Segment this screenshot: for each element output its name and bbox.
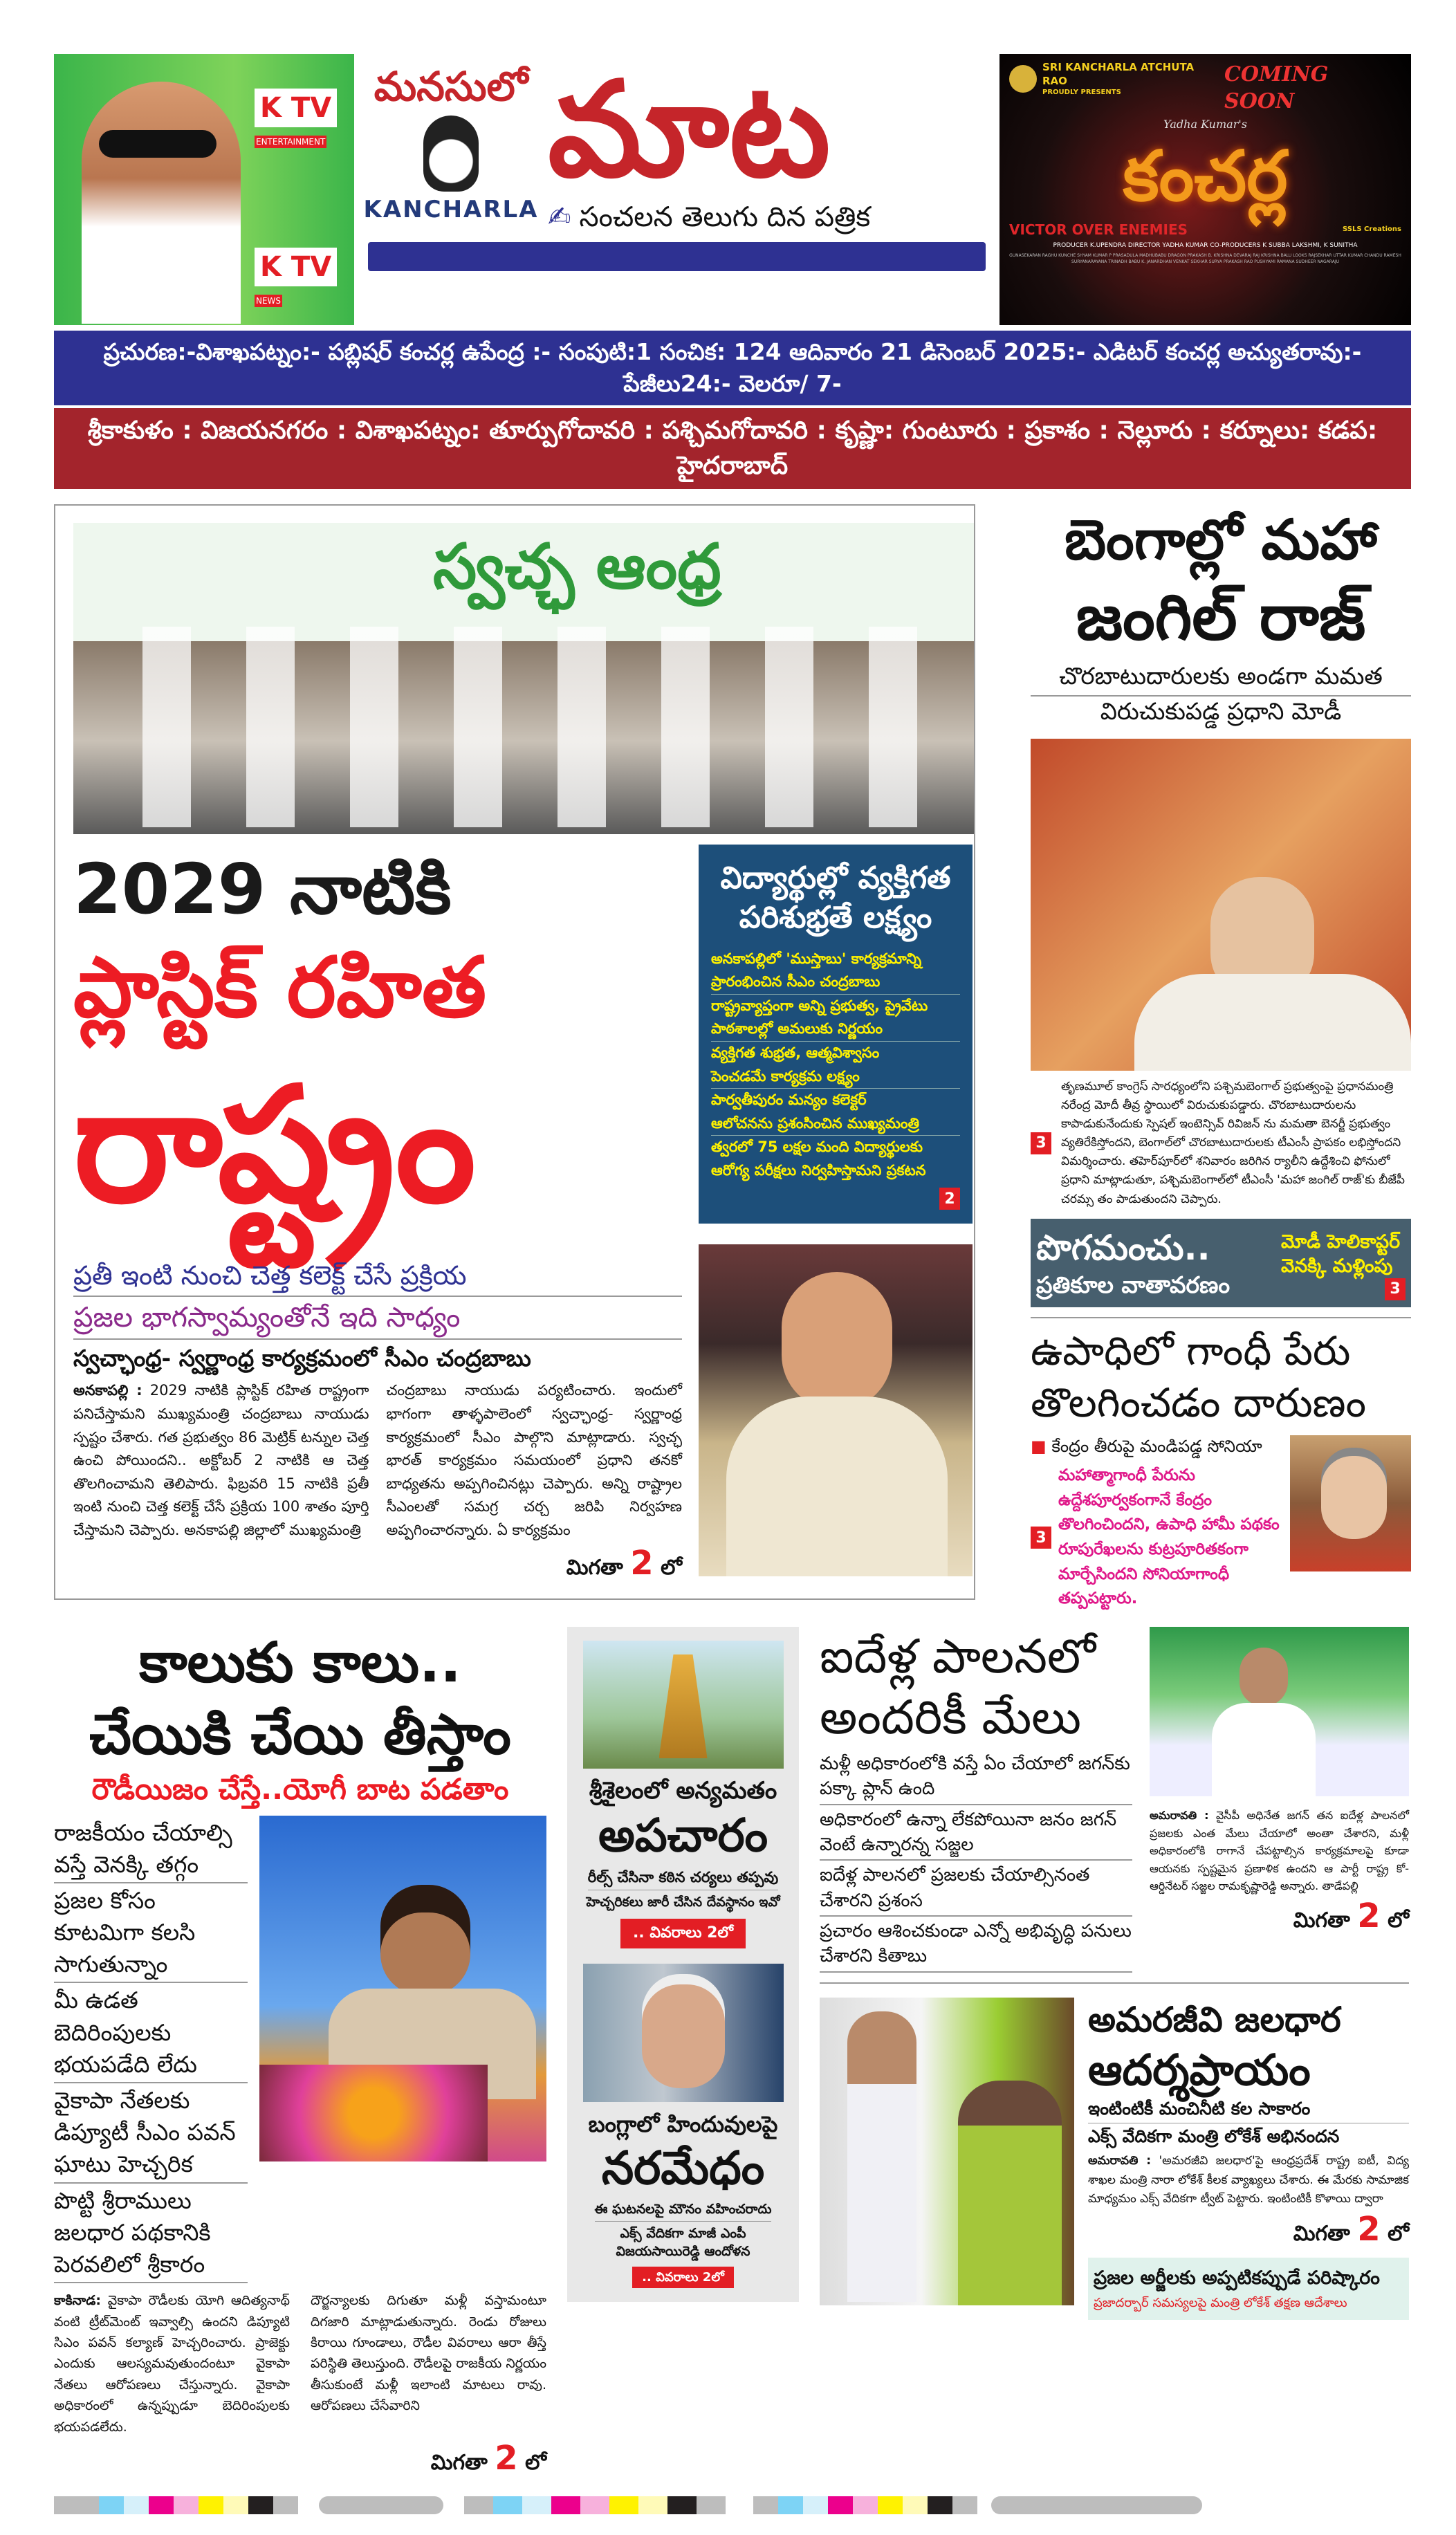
logo-blue-bar (368, 242, 986, 271)
divider (820, 1982, 1409, 1984)
color-swatch (903, 2496, 928, 2514)
pawan-story (54, 1627, 546, 2480)
color-swatch (223, 2496, 248, 2514)
ktv-logo: K TV (255, 89, 337, 127)
logo-tagline: సంచలన తెలుగు దిన పత్రిక (579, 201, 871, 233)
lead-story-frame (54, 504, 975, 1599)
poster-presenter: SRI KANCHARLA ATCHUTA RAO (1042, 61, 1195, 87)
color-swatch (273, 2496, 298, 2514)
lead-head-1: 2029 నాటికి (73, 849, 452, 930)
praja-darbar-box (1088, 2258, 1409, 2320)
pawan-points (54, 1816, 248, 2284)
lead-sub-2: ప్రజల భాగస్వామ్యంతోనే ఇది సాధ్యం (73, 1297, 682, 1340)
movie-poster-ad (999, 54, 1411, 325)
registration-pill (319, 2496, 443, 2514)
continued-link[interactable]: మిగతా 2 లో (430, 2438, 546, 2478)
pawan-point: రాజకీయం చేయాల్సి వస్తే వెనక్కి తగ్గం (54, 1816, 248, 1883)
bengal-sub-1: చొరబాటుదారులకు అండగా మమత (1031, 659, 1411, 697)
pawan-body-col-1: కాకినాడ: వైకాపా రౌడీలకు యోగి ఆదిత్యనాథ్ వంటి ట్రీట్‌మెంట్ ఇవ్వాల్సి ఉందని డిప్యూటి సిఎం పవన్ కల్యాణ్ హెచ్చరించారు. ప్రాజెక్టు ఎందుకు ఆలస్యమవుతుందంటూ వైకాపా నేతలు ఆరోపణలు చేస్తున్నారు. వైకాపా అధికారంలో ఉన్నప్పుడూ బెదిరింపులకు భయపడలేదు. (54, 2293, 290, 2435)
poster-coming-soon: COMING SOON (1224, 62, 1329, 113)
color-swatch (54, 2496, 99, 2514)
continued-link[interactable]: మిగతా 2 లో (1293, 2210, 1409, 2249)
jagan-sub: అధికారంలో ఉన్నా లేకపోయినా జనం జగన్ వెంటే ఉన్నారన్న సజ్జల (820, 1805, 1132, 1861)
jagan-subs (820, 1749, 1132, 1973)
sonia-photo (1290, 1435, 1411, 1571)
sidebox-title-1: విద్యార్థుల్లో వ్యక్తిగత (720, 860, 951, 896)
sidebox-line: వ్యక్తిగత శుభ్రత, ఆత్మవిశ్వాసం (711, 1044, 880, 1061)
jagan-sub: ఐదేళ్ల పాలనలో ప్రజలకు చేయాల్సినంత చేశారని ప్రశంస (820, 1861, 1132, 1917)
lead-sub-1: ప్రతీ ఇంటి నుంచి చెత్త కలెక్ట్ చేసే ప్రక్రియ (73, 1256, 682, 1297)
pawan-point: వైకాపా నేతలకు డిప్యూటీ సీఎం పవన్ ఘాటు హెచ్చరిక (54, 2083, 248, 2184)
lead-sub-3: స్వచ్ఛాంధ్ర- స్వర్ణాంధ్ర కార్యక్రమంలో సీఎం చంద్రబాబు (73, 1345, 531, 1372)
modi-photo (1031, 739, 1411, 1071)
middle-section (54, 504, 1411, 1612)
lead-body-col-2: చంద్రబాబు నాయుడు పర్యటించారు. ఇందులో భాగంగా తాళ్ళపాలెంలో స్వచ్ఛాంధ్ర- స్వర్ణాంధ్ర కార్యక్రమంలో సీఎం పాల్గొని మాట్లాడారు. స్వచ్ఛ భారత్ కార్యక్రమం సమయంలో ప్రధాని తనకో బాధ్యతను అప్పగించినట్లు చెప్పారు. అన్ని రాష్ట్రాల సీఎంలతో సమగ్ర చర్చ జరిపి నిర్వహణ అప్పగించారన్నారు. ఏ కార్యక్రమం (386, 1382, 682, 1538)
praja-darbar-title: ప్రజల అర్జీలకు అప్పటికప్పుడే పరిష్కారం (1094, 2267, 1380, 2289)
dateline: అనకాపల్లి : (73, 1382, 142, 1399)
color-swatch (828, 2496, 853, 2514)
fog-side-2: వెనక్కి మళ్లింపు (1281, 1255, 1393, 1277)
ktv-sub-2: NEWS (256, 296, 282, 306)
color-swatch (853, 2496, 878, 2514)
pawan-head-2: చేయికి చేయి తీస్తాం (89, 1702, 511, 1767)
page-badge: 3 (1031, 1527, 1051, 1549)
logo-title: మాట (548, 53, 831, 206)
color-swatch (667, 2496, 697, 2514)
color-swatch (609, 2496, 638, 2514)
lokesh-head-2: ఆదర్శప్రాయం (1088, 2044, 1311, 2095)
srisailam-sub-2: హెచ్చరికలు జారీ చేసిన దేవస్థానం ఇవో (586, 1895, 780, 1910)
sidebox-line: రాష్ట్రవ్యాప్తంగా అన్ని ప్రభుత్వ, ప్రైవేటు (711, 997, 928, 1014)
praja-darbar-sub: ప్రజాదర్బార్ సమస్యలపై మంత్రి లోకేశ్ తక్షణ ఆదేశాలు (1094, 2296, 1347, 2311)
color-swatch (149, 2496, 174, 2514)
middle-column-bg (567, 1627, 799, 2302)
srisailam-temple-photo (583, 1641, 784, 1769)
srisailam-head-2: అపచారం (598, 1809, 768, 1863)
color-swatch (803, 2496, 828, 2514)
sidebox-line: త్వరలో 75 లక్షల మంది విద్యార్థులకు (711, 1139, 923, 1156)
jagan-head-2: అందరికీ మేలు (820, 1690, 1082, 1746)
lokesh-sub-2: ఎక్స్ వేదికగా మంత్రి లోకేశ్ అభినందన (1088, 2126, 1340, 2146)
pawan-photo (259, 1816, 546, 2161)
pawan-sub: రౌడీయిజం చేస్తే..యోగీ బాట పడతాం (91, 1771, 509, 1806)
lead-head-3: రాష్ట్రం (73, 1053, 477, 1239)
color-swatch (464, 2496, 493, 2514)
bangla-sub-2: ఎక్స్ వేదికగా మాజీ ఎంపీ (620, 2225, 746, 2241)
color-swatch (778, 2496, 803, 2514)
bengal-head-1: బెంగాల్లో మహా (1065, 508, 1377, 573)
fog-head-2: ప్రతికూల వాతావరణం (1036, 1271, 1231, 1298)
gandhi-head-2: తొలగించడం దారుణం (1031, 1379, 1366, 1427)
lead-sidebox (699, 845, 973, 1224)
pawan-body-col-2: దౌర్జన్యాలకు దిగుతూ మళ్లీ వస్తామంటూ దిగజారి మాట్లాడుతున్నారు. రెండు రోజులు కిరాయి గూండాలు, రౌడీల వివరాలు ఆరా తీస్తే పరిస్థితి తెలుస్తుంది. రౌడీలపై రాజకీయ నిర్ణయం తీసుకుంటే మళ్లీ ఇలాంటి మాటలు రావు. ఆరోపణలు చేసేవారిని (311, 2293, 546, 2414)
pawan-point: పొట్టి శ్రీరాములు జలధార పథకానికి పెరవలిలో శ్రీకారం (54, 2184, 248, 2284)
poster-credits: PRODUCER K.UPENDRA DIRECTOR YADHA KUMAR CO-PRODUCERS K SUBBA LAKSHMI, K SUNITHA (1053, 241, 1358, 249)
masthead (54, 54, 1411, 325)
color-swatch (878, 2496, 903, 2514)
color-swatch (522, 2496, 551, 2514)
poster-cast: GUNASEKARAN RAGHU KUNCHE SHYAM KUMAR P PRASADULA MADHUBABU DRAGON PRAKASH B. KRISHNA DEVARAJ RAJ KRISHNA BALU LOOKS RAJSEKHAR UTTAR KUMAR CHANDU RAMESH SURYANARAYANA TRINADH BABU K. JANARDHAN VENKAT SEKHAR SURYA PRAKASH RAO PUSHYAMI RAMANA SUDHEER NAGARAJU (1009, 253, 1401, 265)
color-swatch (99, 2496, 124, 2514)
ktv-ad-photo (54, 54, 354, 325)
poster-tagline: VICTOR OVER ENEMIES (1009, 221, 1188, 238)
body-text: 2029 నాటికి ప్లాస్టిక్ రహిత రాష్ట్రంగా పనిచేస్తామని ముఖ్యమంత్రి చంద్రబాబు నాయుడు స్పష్టం చేశారు. గత ప్రభుత్వం 86 మెట్రిక్ టన్నుల చెత్త ఉంచి పోయిందని.. అక్టోబర్ 2 నాటికి ఆ చెత్త తొలగించామని తెలిపారు. ఫిబ్రవరి 15 నాటికి ప్రతీ ఇంటి నుంచి చెత్త కలెక్ట్ చేసే ప్రక్రియ 100 శాతం పూర్తి చేస్తామని చెప్పారు. అనకాపల్లి జిల్లాలో ముఖ్యమంత్రి (73, 1382, 369, 1538)
gandhi-bullet: ■ కేంద్రం తీరుపై మండిపడ్డ సోనియా (1031, 1436, 1262, 1456)
lokesh-body: అమరావతి : 'అమరజీవి జలధార'పై ఆంధ్రప్రదేశ్ రాష్ట్ర ఐటీ, విద్య శాఖల మంత్రి నారా లోకేశ్ కీలక వ్యాఖ్యలు చేశారు. ఈ మేరకు సామాజిక మాధ్యమం ఎక్స్ వేదికగా ట్వీట్ పెట్టారు. ఇంటింటికీ కొళాయి ద్వారా (1088, 2154, 1409, 2206)
gandhi-body: మహాత్మాగాంధీ పేరును ఉద్దేశపూర్వకంగానే కేంద్రం తొలగించిందని, ఉపాధి హామీ పథకం రూపురేఖలను కుట్రపూరితకంగా మార్చేసిందని సోనియాగాంధీ తప్పపట్టారు. (1058, 1466, 1280, 1608)
lokesh-praja-darbar-photo (820, 1998, 1074, 2305)
bengal-sub-2: విరుచుకుపడ్డ ప్రధాని మోడీ (1100, 697, 1342, 726)
registration-pill (991, 2496, 1202, 2514)
sidebox-line: పార్వతీపురం మన్యం కలెక్టర్ (711, 1091, 867, 1109)
poster-presents: PROUDLY PRESENTS (1042, 89, 1121, 96)
fog-box (1031, 1219, 1411, 1307)
right-column (1031, 504, 1411, 1612)
bottom-section (54, 1627, 1411, 2480)
pen-icon: ✍ (548, 201, 571, 233)
lokesh-head-1: అమరజీవి జలధార (1088, 1999, 1341, 2040)
color-swatch (580, 2496, 609, 2514)
cbn-photo (699, 1244, 973, 1576)
color-swatch (753, 2496, 778, 2514)
details-link[interactable]: .. వివరాలు 2లో (632, 2267, 734, 2288)
color-swatch (248, 2496, 273, 2514)
presenter-avatar (1009, 65, 1037, 93)
poster-director-credit: Yadha Kumar's (1163, 118, 1247, 131)
editions-bar: శ్రీకాకుళం : విజయనగరం : విశాఖపట్నం: తూర్పుగోదావరి : పశ్చిమగోదావరి : కృష్ణా: గుంటూరు : ప్రకాశం : నెల్లూరు : కర్నూలు: కడప: హైదరాబాద్ (54, 408, 1411, 489)
logo-prefix: మనసులో (374, 63, 528, 110)
continued-link[interactable]: మిగతా 2 లో (566, 1543, 682, 1583)
lead-body-col-1 (73, 1379, 369, 1542)
color-swatch (928, 2496, 952, 2514)
fog-side-1: మోడీ హెలికాప్టర్ (1281, 1230, 1401, 1253)
bangla-sub-3: విజయసాయిరెడ్డి ఆందోళన (616, 2244, 750, 2260)
ktv-logo-2: K TV (255, 248, 337, 286)
bengal-body: తృణమూల్ కాంగ్రెస్ సారధ్యంలోని పశ్చిమబెంగాల్ ప్రభుత్వంపై ప్రధానమంత్రి నరేంద్ర మోదీ తీవ్ర స్థాయిలో విరుచుకుపడ్డారు. చొరబాటుదారులను కాపాడుకునేందుకు స్పెషల్ ఇంటెన్సివ్ రివిజన్ ను మమతా బెనర్జీ ప్రభుత్వం వ్యతిరేకిస్తోందని, బెంగాల్‌లో చొరబాటుదారులకు టీఎంసీ ప్రాపకం లభిస్తోందని విమర్శించారు. తహెర్‌పూర్‌లో శనివారం జరిగిన ర్యాలీని ఉద్దేశించి ఫోనులో ప్రధాని మాట్లాడుతూ, పశ్చిమబెంగాల్‌లో టీఎంసీ 'మహా జంగిల్ రాజ్'కు బీజేపీ చరమ్స తం పాడుతుందని చెప్పారు. (1061, 1079, 1406, 1206)
registration-color-strip (54, 2496, 1411, 2514)
srisailam-sub-1: రీల్స్ చేసినా కఠిన చర్యలు తప్పవు (588, 1865, 778, 1890)
srisailam-head-1: శ్రీశైలంలో అన్యమతం (589, 1776, 777, 1805)
logo-face (423, 116, 479, 192)
sidebox-lines (711, 948, 960, 1183)
sidebox-line: అనకాపల్లిలో 'ముస్తాబు' కార్యక్రమాన్ని (711, 950, 922, 967)
fog-head-1: పొగమంచు.. (1036, 1227, 1210, 1268)
poster-title: కంచర్ల (1123, 135, 1288, 216)
bangla-head-2: నరమేధం (601, 2141, 765, 2195)
sidebox-line: పాఠశాలల్లో అమలుకు నిర్ణయం (711, 1017, 960, 1042)
details-link[interactable]: .. వివరాలు 2లో (620, 1919, 746, 1948)
masthead-logo (354, 54, 999, 271)
color-swatch (199, 2496, 223, 2514)
color-swatch (638, 2496, 667, 2514)
sidebox-title-2: పరిశుభ్రతే లక్ష్యం (739, 900, 932, 936)
pawan-point: మీ ఉడత బెదిరింపులకు భయపడేది లేదు (54, 1983, 248, 2083)
sidebox-line: ప్రారంభించిన సీఎం చంద్రబాబు (711, 970, 960, 995)
ktv-sub: ENTERTAINMENT (256, 137, 326, 147)
jagan-head-1: ఐదేళ్ల పాలనలో (820, 1629, 1096, 1684)
bangla-sub-1: ఈ ఘటనలపై మౌనం వహించరాదు (595, 2198, 772, 2222)
sidebox-line: పెంచడమే కార్యక్రమ లక్ష్యం (711, 1065, 960, 1089)
pawan-head-1: కాలుకు కాలు.. (139, 1630, 461, 1695)
continued-link[interactable]: మిగతా 2 లో (1293, 1896, 1409, 1935)
lead-photo-pledge (73, 523, 974, 834)
right-bottom-stories (820, 1627, 1409, 2320)
jagan-body: అమరావతి : వైసీపీ అధినేత జగన్ తన ఐదేళ్ల పాలనలో ప్రజలకు ఎంత మేలు చేయాలో అంతా చేశారని, మళ్లీ అధికారంలోకి రాగానే చేపట్టాల్సిన కార్యక్రమాలపై కూడా ఆయనకు స్పష్టమైన ప్రణాళిక ఉందని ఆ పార్టీ రాష్ట్ర కో-ఆర్డినేటర్ సజ్జల రామకృష్ణారెడ్డి అన్నారు. తాడేపల్లి (1150, 1808, 1409, 1893)
swachh-andhra-banner: స్వచ్ఛ ఆంధ్ర (433, 531, 721, 604)
bangla-head-1: బంగ్లాలో హిందువులపై (588, 2110, 778, 2137)
pawan-point: ప్రజల కోసం కూటమిగా కలసి సాగుతున్నాం (54, 1883, 248, 1984)
jagan-sub: ప్రచారం ఆశించకుండా ఎన్నో అభివృద్ధి పనులు చేశారని కితాబు (820, 1917, 1132, 1973)
color-swatch (124, 2496, 149, 2514)
page-badge: 3 (1385, 1278, 1406, 1300)
page-badge: 3 (1031, 1132, 1051, 1154)
color-swatch (174, 2496, 199, 2514)
page-badge: 2 (939, 1188, 960, 1210)
lokesh-sub-1: ఇంటింటికీ మంచినీటి కల సాకారం (1088, 2098, 1409, 2123)
vijayasai-photo (583, 1964, 784, 2102)
color-swatch (952, 2496, 977, 2514)
publication-info-bar: ప్రచురణ:-విశాఖపట్నం:- పబ్లిషర్ కంచర్ల ఉపేంద్ర :- సంపుటి:1 సంచిక: 124 ఆదివారం 21 డిసెంబర్ 2025:- ఎడిటర్ కంచర్ల అచ్యుతరావు:-పేజీలు24:- వెలరూ/ 7- (54, 331, 1411, 405)
color-swatch (551, 2496, 580, 2514)
sajjala-photo (1150, 1627, 1409, 1796)
bengal-head-2: జంగిల్ రాజ్ (1076, 580, 1366, 655)
color-swatch (493, 2496, 522, 2514)
sidebox-line: ఆలోచనను ప్రశంసించిన ముఖ్యమంత్రి (711, 1112, 960, 1136)
gandhi-head-1: ఉపాధిలో గాంధీ పేరు (1031, 1327, 1351, 1374)
poster-studio: SSLS Creations (1343, 225, 1401, 234)
jagan-sub: మళ్లీ అధికారంలోకి వస్తే ఏం చేయాలో జగన్‌కు పక్కా ప్లాన్ ఉంది (820, 1749, 1132, 1805)
lead-head-2: ప్లాస్టిక్ రహిత (73, 940, 487, 1037)
logo-brand: KANCHARLA (363, 196, 539, 224)
sidebox-line: ఆరోగ్య పరీక్షలు నిర్వహిస్తామని ప్రకటన (711, 1161, 926, 1179)
color-swatch (697, 2496, 726, 2514)
